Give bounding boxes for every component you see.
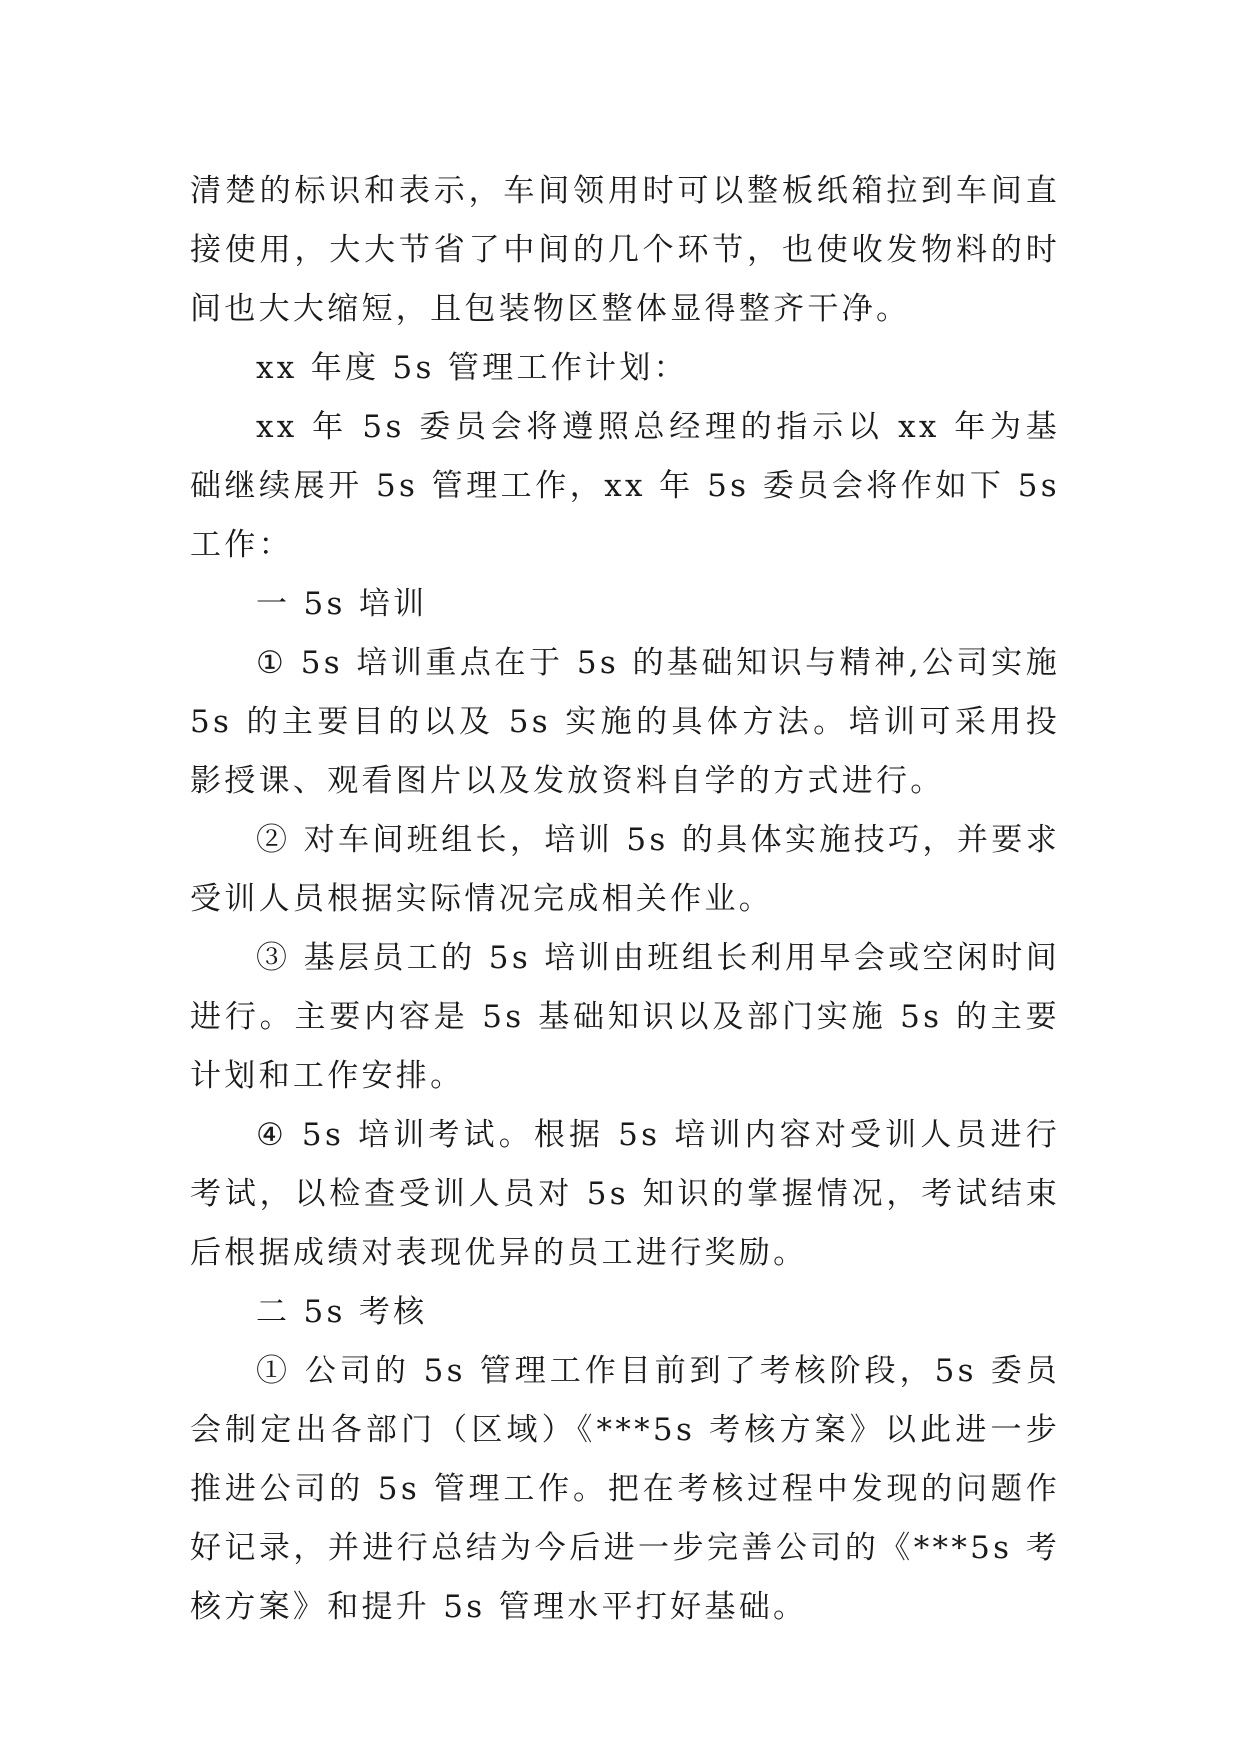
- document-body: [190, 162, 1060, 1637]
- paragraph-plan-heading: xx 年度 5s 管理工作计划：: [256, 350, 688, 386]
- paragraph-training-item-4: ④ 5s 培训考试。根据 5s 培训内容对受训人员进行考试，以检查受训人员对 5s 知识的掌握情况，考试结束后根据成绩对表现优异的员工进行奖励。: [190, 1117, 1060, 1271]
- paragraph-continuation: 清楚的标识和表示，车间领用时可以整板纸箱拉到车间直接使用，大大节省了中间的几个环节，也使收发物料的时间也大大缩短，且包装物区整体显得整齐干净。: [190, 173, 1060, 327]
- section-heading-assessment: 二 5s 考核: [256, 1294, 428, 1330]
- paragraph-training-item-2: ② 对车间班组长，培训 5s 的具体实施技巧，并要求受训人员根据实际情况完成相关作业。: [190, 822, 1060, 917]
- paragraph-training-item-1: ① 5s 培训重点在于 5s 的基础知识与精神,公司实施 5s 的主要目的以及 5s 实施的具体方法。培训可采用投影授课、观看图片以及发放资料自学的方式进行。: [190, 645, 1060, 799]
- paragraph-plan-intro: xx 年 5s 委员会将遵照总经理的指示以 xx 年为基础继续展开 5s 管理工作，xx 年 5s 委员会将作如下 5s 工作：: [190, 409, 1060, 563]
- paragraph-assessment-item-1: ① 公司的 5s 管理工作目前到了考核阶段，5s 委员会制定出各部门（区域）《***5s 考核方案》以此进一步推进公司的 5s 管理工作。把在考核过程中发现的问题作好记录，并进行总结为今后进一步完善公司的《***5s 考核方案》和提升 5s 管理水平打好基础。: [190, 1353, 1060, 1625]
- section-heading-training: 一 5s 培训: [256, 586, 428, 622]
- paragraph-training-item-3: ③ 基层员工的 5s 培训由班组长利用早会或空闲时间进行。主要内容是 5s 基础知识以及部门实施 5s 的主要计划和工作安排。: [190, 940, 1060, 1094]
